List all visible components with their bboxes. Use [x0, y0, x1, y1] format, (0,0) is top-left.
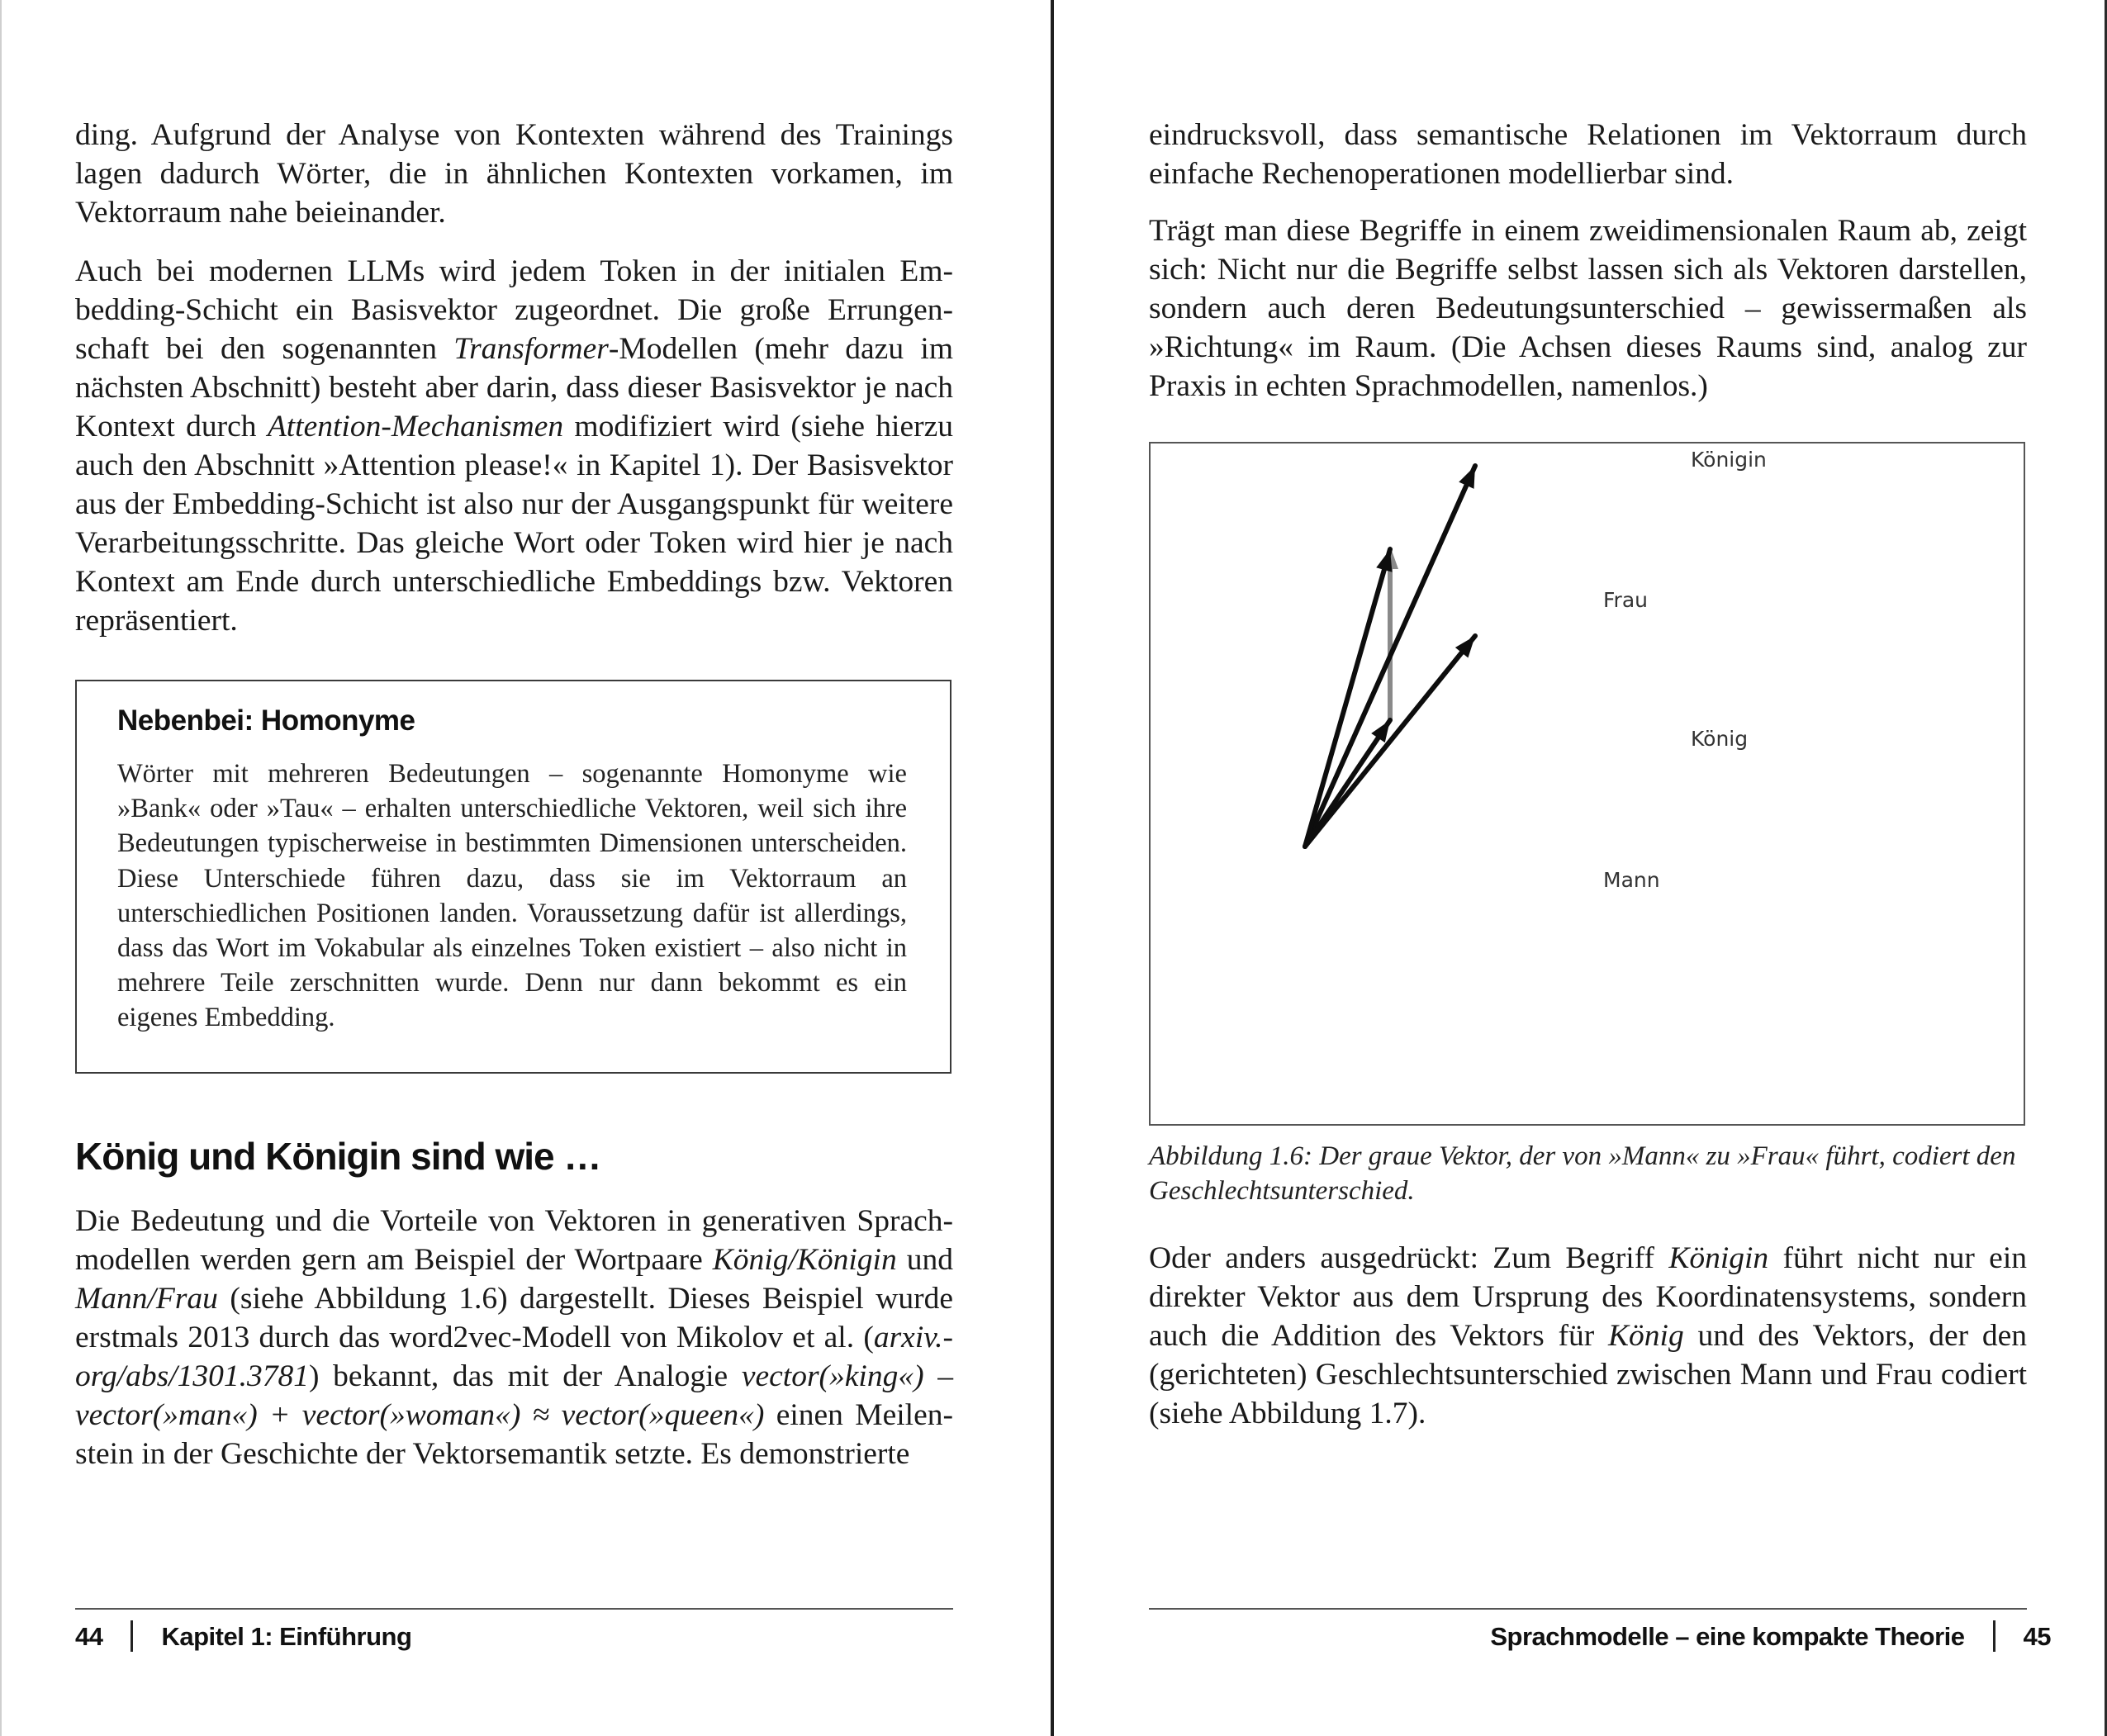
p2-text-1: Auch bei modernen LLMs wird jedem Token in der initialen Embedding-Schicht ein Basisvektor zugeordnet. Die große Errungenschaft bei den sogenannten [75, 254, 953, 366]
sidebar-text: Wörter mit mehreren Bedeutungen – sogenannte Homonyme wie »Bank« oder »Tau« – erhalten unterschiedliche Vektoren, weil sich ihre Bedeutungen typischerweise in bestimmten Dimensionen unterscheiden. Diese Unterschiede führen dazu, dass sie im Vektorraum an unterschiedlichen Positionen landen. Voraussetzung dafür ist allerdings, dass das Wort im Vokabular als einzelnes Token existiert – also nicht in mehrere Teile zerschnitten wurde. Denn nur dann bekommt es ein eigenes Embedding. [117, 759, 907, 1033]
p2-text-2: -Modellen (mehr dazu im nächsten Abschnitt) besteht aber darin, dass dieser Basisvektor je nach Kontext durch [75, 332, 953, 443]
rp3-text-1: Oder anders ausgedrückt: Zum Begriff [1149, 1241, 1669, 1275]
p3-text-1: Die Bedeutung und die Vorteile von Vektoren in generativen Sprachmodellen werden gern am Beispiel der Wortpaare [75, 1204, 953, 1277]
footer-rule-right [1149, 1608, 2027, 1610]
page-number-right: 45 [2023, 1622, 2051, 1651]
footer-left [75, 1620, 411, 1652]
line-3: Vektorraum nahe beieinander. [75, 196, 446, 230]
rp3-text-2: führt nicht nur ein direkter Vektor aus dem Ursprung des Koordinatensystems, sondern auch die Addition des Vektors für [1149, 1241, 2027, 1353]
vector-mann [1305, 720, 1390, 847]
line-1: ding. Aufgrund der Analyse von Kontexten während des Trainings [75, 118, 953, 152]
label-koenigin: Königin [1691, 448, 1767, 472]
left-paragraph-2 [75, 252, 953, 640]
p2-text-3: modifiziert wird (siehe hierzu auch den Abschnitt »Attention please!« in Kapitel 1). Der Basisvektor aus der Embedding-Schicht ist also nur der Ausgangspunkt für weitere Verarbeitungsschritte. Das gleiche Wort oder Token wird hier je nach Kontext am Ende durch unterschiedliche Embeddings bzw. Vektoren repräsentiert. [75, 410, 953, 638]
vector-frau-arrowhead [1376, 549, 1392, 572]
label-mann: Mann [1603, 868, 1660, 892]
p3-italic-koenig: König/Königin [712, 1243, 897, 1277]
p3-italic-mann: Mann/Frau [75, 1282, 218, 1316]
footer-separator [131, 1620, 133, 1652]
p3-text-5: einen Meilenstein in der Geschichte der Vektorsemantik setzte. Es demonstrierte [75, 1398, 953, 1471]
rp3-italic-koenigin: Königin [1668, 1241, 1769, 1275]
vector-mann-arrowhead [1371, 720, 1390, 742]
vector-diagram [1151, 443, 2024, 1124]
left-paragraph-1 [75, 116, 953, 232]
vector-koenigin [1305, 466, 1475, 847]
sidebar-title: Nebenbei: Homonyme [117, 704, 415, 737]
right-p2-text: Trägt man diese Begriffe in einem zweidimensionalen Raum ab, zeigt sich: Nicht nur die Begriffe selbst lassen sich als Vektoren darstellen, sondern auch deren Bedeutungsunterschied – gewissermaßen als »Richtung« im Raum. (Die Achsen dieses Raums sind, analog zur Praxis in echten Sprachmodellen, namenlos.) [1149, 214, 2027, 403]
sidebar-box [75, 680, 951, 1074]
footer-rule-left [75, 1608, 953, 1610]
footer-right [1490, 1620, 2051, 1652]
right-paragraph-2 [1149, 211, 2027, 406]
p3-text-3: (siehe Abbildung 1.6) dargestellt. Dieses Beispiel wurde erstmals 2013 durch das word2vec-Modell von Mikolov et al. ( [75, 1282, 953, 1354]
line-2: lagen dadurch Wörter, die in ähnlichen Kontexten vorkamen, im [75, 157, 953, 191]
book-title: Sprachmodelle – eine kompakte Theorie [1490, 1622, 1965, 1651]
p3-text-2: und [896, 1243, 953, 1277]
figure-caption: Abbildung 1.6: Der graue Vektor, der von »Mann« zu »Frau« führt, codiert den Geschlechtsunterschied. [1149, 1141, 2016, 1206]
vector-frau [1305, 549, 1390, 847]
rp3-italic-koenig: König [1608, 1319, 1684, 1353]
right-paragraph-3 [1149, 1239, 2027, 1433]
vector-figure [1149, 442, 2025, 1126]
p3-text-4: ) bekannt, das mit der Analogie [309, 1359, 742, 1393]
left-paragraph-3 [75, 1202, 953, 1473]
right-page [1054, 0, 2107, 1736]
left-page [0, 0, 1052, 1736]
right-paragraph-1 [1149, 116, 2027, 193]
label-koenig: König [1691, 727, 1749, 751]
vector-koenigin-arrowhead [1459, 466, 1475, 489]
chapter-title: Kapitel 1: Einführung [161, 1622, 412, 1651]
label-frau: Frau [1603, 588, 1649, 612]
footer-separator [1993, 1620, 1995, 1652]
section-heading: König und Königin sind wie … [75, 1135, 601, 1178]
page-number-left: 44 [75, 1622, 103, 1651]
p2-italic-transformer: Transformer [453, 332, 609, 366]
right-p1-text: eindrucksvoll, dass semantische Relationen im Vektorraum durch einfache Rechenoperationen modellierbar sind. [1149, 118, 2027, 191]
rp3-text-3: und des Vektors, der den (gerichteten) Geschlechtsunterschied zwischen Mann und Frau codiert (siehe Abbildung 1.7). [1149, 1319, 2028, 1430]
p3-italic-url: arxiv.org/abs/1301.3781 [75, 1321, 953, 1393]
p3-italic-formula: vector(»king«) – vector(»man«) + vector(»woman«) ≈ vector(»queen«) [75, 1359, 953, 1432]
p2-italic-attention: Attention-Mechanismen [267, 410, 564, 443]
